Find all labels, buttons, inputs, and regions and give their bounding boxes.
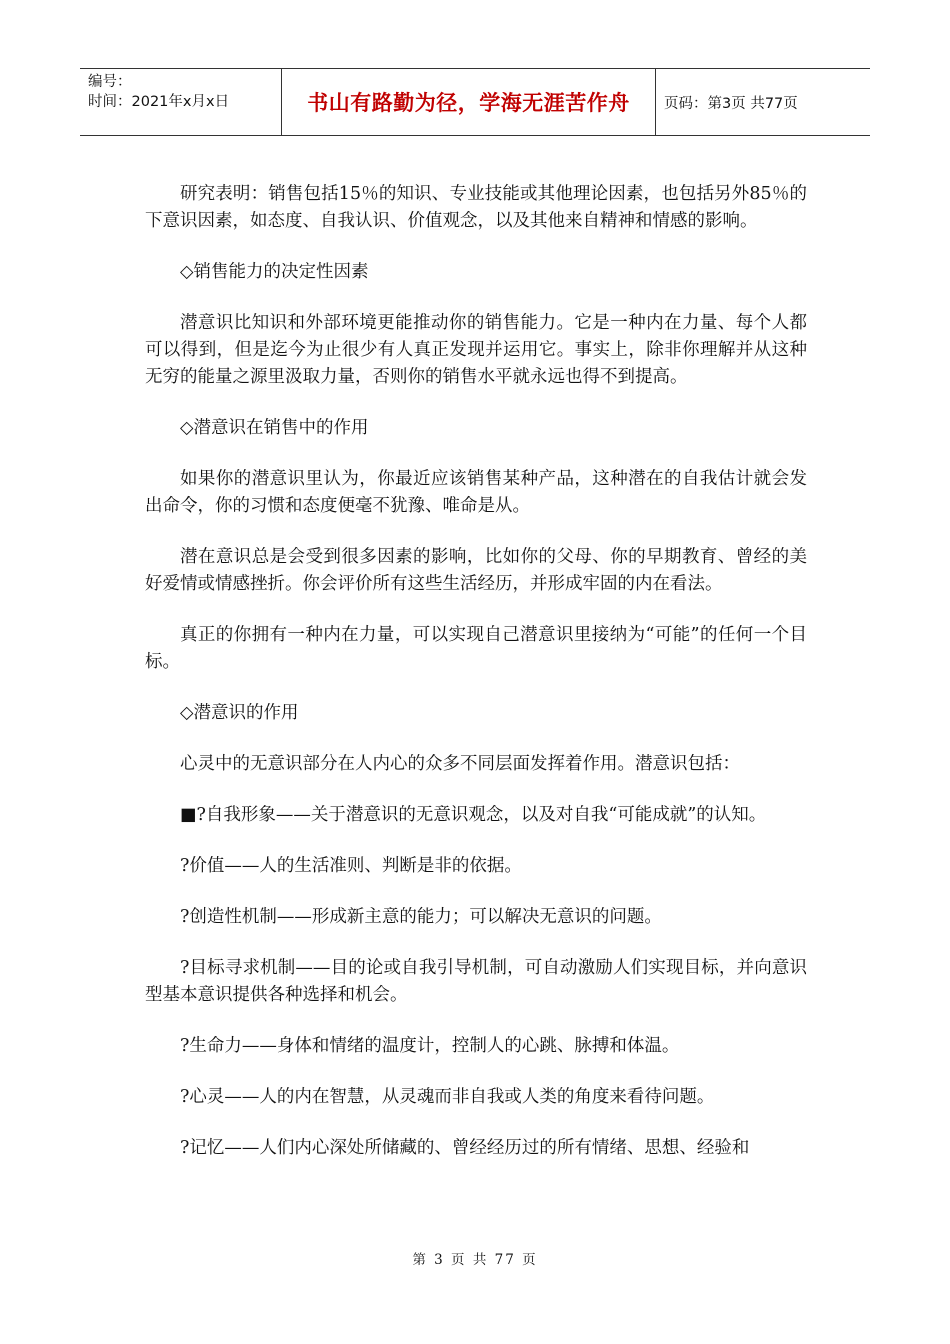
document-body bbox=[145, 181, 807, 1186]
list-item: ?生命力——身体和情绪的温度计，控制人的心跳、脉搏和体温。 bbox=[180, 1036, 680, 1056]
list-item: ?记忆——人们内心深处所储藏的、曾经经历过的所有情绪、思想、经验和 bbox=[180, 1138, 750, 1158]
number-label: 编号： bbox=[88, 74, 132, 90]
page-footer: 第 3 页 共 77 页 bbox=[412, 1252, 538, 1268]
section-heading: ◇潜意识的作用 bbox=[180, 703, 299, 723]
list-item: ?心灵——人的内在智慧，从灵魂而非自我或人类的角度来看待问题。 bbox=[180, 1087, 715, 1107]
paragraph: 潜意识比知识和外部环境更能推动你的销售能力。它是一种内在力量、每个人都可以得到，但是迄今为止很少有人真正发现并运用它。事实上，除非你理解并从这种无穷的能量之源里汲取力量，否则你的销售水平就永远也得不到提高。 bbox=[145, 313, 807, 387]
paragraph: 如果你的潜意识里认为，你最近应该销售某种产品，这种潜在的自我估计就会发出命令，你的习惯和态度便毫不犹豫、唯命是从。 bbox=[145, 469, 807, 516]
list-item: ?价值——人的生活准则、判断是非的依据。 bbox=[180, 856, 522, 876]
header-motto: 书山有路勤为径，学海无涯苦作舟 bbox=[282, 69, 656, 135]
header-page-info: 页码：第3页 共77页 bbox=[664, 95, 798, 112]
list-item: ?创造性机制——形成新主意的能力；可以解决无意识的问题。 bbox=[180, 907, 662, 927]
paragraph: 心灵中的无意识部分在人内心的众多不同层面发挥着作用。潜意识包括： bbox=[180, 754, 740, 774]
section-heading: ◇潜意识在销售中的作用 bbox=[180, 418, 369, 438]
section-heading: ◇销售能力的决定性因素 bbox=[180, 262, 369, 282]
list-item: ■?自我形象——关于潜意识的无意识观念，以及对自我“可能成就”的认知。 bbox=[180, 805, 767, 825]
paragraph: 研究表明：销售包括15％的知识、专业技能或其他理论因素，也包括另外85％的下意识因素，如态度、自我认识、价值观念，以及其他来自精神和情感的影响。 bbox=[145, 184, 807, 231]
time-label: 时间：2021年x月x日 bbox=[88, 94, 230, 110]
paragraph: 潜在意识总是会受到很多因素的影响，比如你的父母、你的早期教育、曾经的美好爱情或情感挫折。你会评价所有这些生活经历，并形成牢固的内在看法。 bbox=[145, 547, 807, 594]
page-header bbox=[80, 68, 870, 136]
list-item: ?目标寻求机制——目的论或自我引导机制，可自动激励人们实现目标，并向意识型基本意识提供各种选择和机会。 bbox=[145, 958, 807, 1005]
header-info-cell bbox=[80, 69, 282, 135]
paragraph: 真正的你拥有一种内在力量，可以实现自己潜意识里接纳为“可能”的任何一个目标。 bbox=[145, 625, 807, 672]
